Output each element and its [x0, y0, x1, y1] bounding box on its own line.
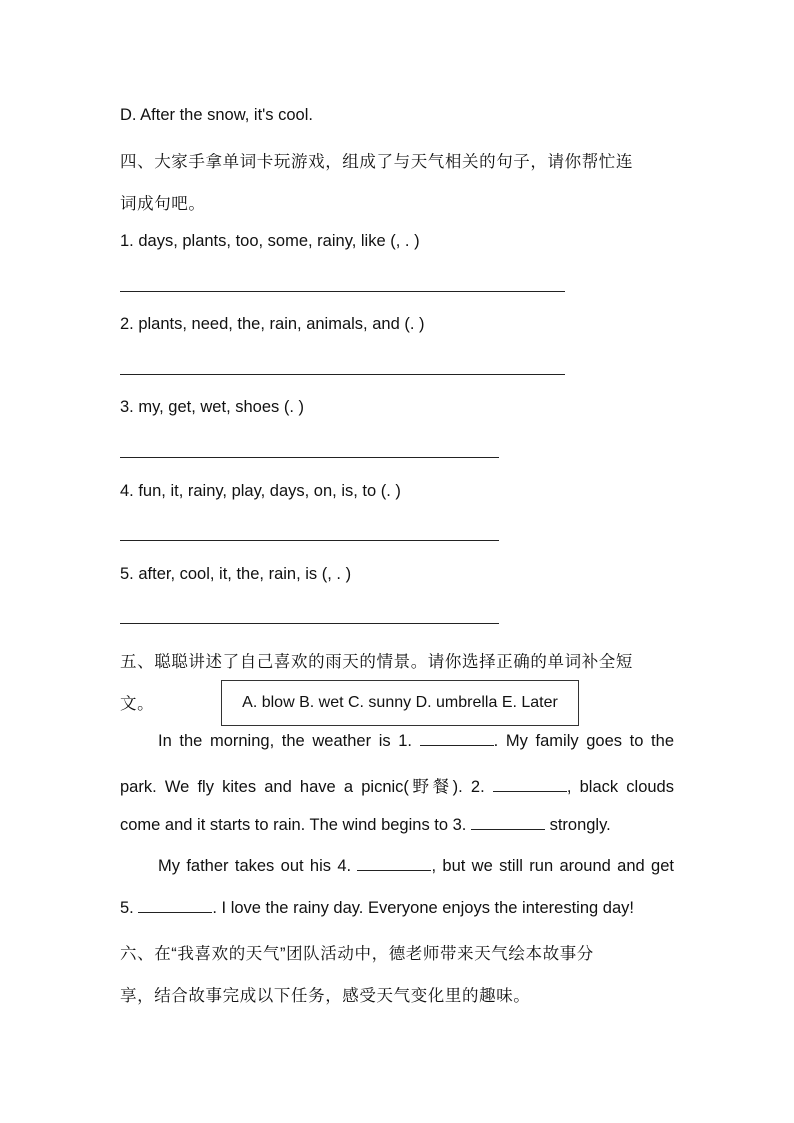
- answer-line-2[interactable]: [120, 374, 565, 375]
- section-5-title-line2: 文。: [120, 695, 155, 713]
- passage-line-4: [158, 856, 674, 876]
- passage-text: 5.: [120, 899, 134, 917]
- passage-text: strongly.: [549, 816, 611, 834]
- answer-line-1[interactable]: [120, 291, 565, 292]
- section-4-title-line2: 词成句吧。: [120, 195, 206, 213]
- answer-line-5[interactable]: [120, 623, 499, 624]
- word-bank-text: A. blow B. wet C. sunny D. umbrella E. Later: [242, 694, 558, 711]
- passage-text: , but we still run around and get: [431, 857, 674, 875]
- passage-text: My father takes out his 4.: [158, 857, 352, 875]
- passage-line-3: [120, 815, 611, 835]
- question-3: 3. my, get, wet, shoes (. ): [120, 398, 305, 416]
- section-6-title-line1: 六、在“我喜欢的天气”团队活动中，德老师带来天气绘本故事分: [120, 945, 594, 963]
- section-4-title-line1: 四、大家手拿单词卡玩游戏，组成了与天气相关的句子，请你帮忙连: [120, 153, 633, 171]
- blank-2[interactable]: [493, 777, 567, 792]
- section-5-title-line1: 五、聪聪讲述了自己喜欢的雨天的情景。请你选择正确的单词补全短: [120, 653, 633, 671]
- passage-line-2: [120, 773, 674, 797]
- passage-text: , black clouds: [566, 778, 674, 796]
- passage-text: . I love the rainy day. Everyone enjoys the interesting day!: [212, 899, 634, 917]
- blank-1[interactable]: [420, 731, 494, 746]
- question-2: 2. plants, need, the, rain, animals, and (. ): [120, 315, 425, 333]
- option-d: D. After the snow, it's cool.: [120, 106, 313, 124]
- question-1: 1. days, plants, too, some, rainy, like (, . ): [120, 232, 420, 250]
- passage-line-5: [120, 898, 634, 918]
- question-5: 5. after, cool, it, the, rain, is (, . ): [120, 565, 352, 583]
- section-6-title-line2: 享，结合故事完成以下任务，感受天气变化里的趣味。: [120, 987, 531, 1005]
- passage-text: park. We fly kites and have a picnic(野餐). 2.: [120, 778, 485, 796]
- blank-5[interactable]: [138, 898, 212, 913]
- question-4: 4. fun, it, rainy, play, days, on, is, to (. ): [120, 482, 401, 500]
- blank-4[interactable]: [357, 856, 431, 871]
- answer-line-3[interactable]: [120, 457, 499, 458]
- passage-text: In the morning, the weather is 1.: [158, 732, 413, 750]
- passage-text: come and it starts to rain. The wind begins to 3.: [120, 816, 467, 834]
- answer-line-4[interactable]: [120, 540, 499, 541]
- blank-3[interactable]: [471, 815, 545, 830]
- passage-line-1: [158, 731, 674, 751]
- passage-text: . My family goes to the: [493, 732, 674, 750]
- word-bank-box: [221, 680, 579, 726]
